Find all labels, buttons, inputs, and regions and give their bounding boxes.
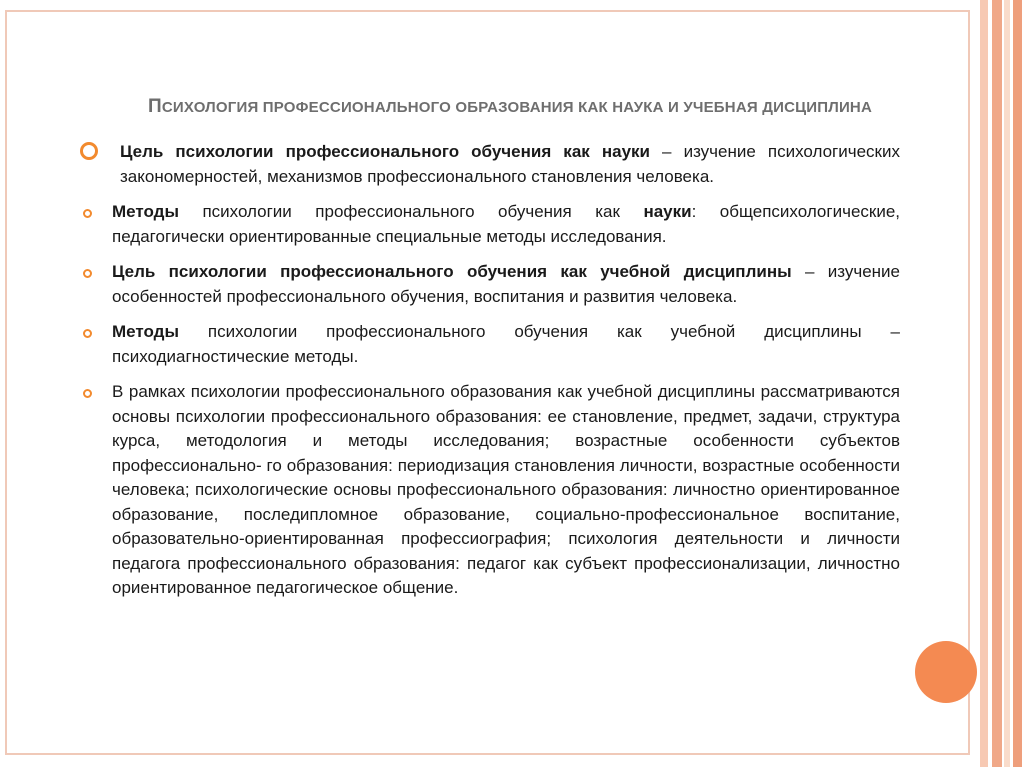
bullet-text: – изучение особенностей профессионального обучения, воспитания и развития человека. bbox=[112, 262, 900, 306]
stripe bbox=[980, 0, 988, 767]
bullet-marker-icon bbox=[83, 329, 92, 338]
slide-title bbox=[120, 96, 900, 118]
bullet-item bbox=[80, 140, 900, 189]
bullet-text: – изучение психологических закономерностей, механизмов профессионального становления человека. bbox=[120, 142, 900, 186]
bullet-bold-text: науки bbox=[643, 202, 692, 221]
title-text: СИХОЛОГИЯ ПРОФЕССИОНАЛЬНОГО ОБРАЗОВАНИЯ КАК НАУКА И УЧЕБНАЯ ДИСЦИПЛИНА bbox=[161, 99, 872, 116]
bullet-marker-icon bbox=[83, 209, 92, 218]
bullet-bold-text: Методы bbox=[112, 322, 179, 341]
bullet-item bbox=[80, 260, 900, 309]
bullet-text: В рамках психологии профессионального образования как учебной дисциплины рассматриваются основы психологии профессионального образования: ее становление, предмет, задачи, структура курса, методология и методы исследования; возрастные особенности субъектов профессионально- го образования: периодизация становления личности, возрастные особенности человека; психологические основы профессионального образования: личностно ориентированное образование, последипломное образование, социально-профессиональное воспитание, образовательно-ориентированная профессиография; психология деятельности и личности педагога профессионального образования: педагог как субъект профессионализации, личностно ориентированное педагогическое общение. bbox=[112, 382, 900, 597]
bullet-marker-icon bbox=[83, 269, 92, 278]
bullet-bold-text: Методы bbox=[112, 202, 179, 221]
title-initial: П bbox=[148, 96, 162, 117]
bullet-bold-text: Цель психологии профессионального обучения как учебной дисциплины bbox=[112, 262, 792, 281]
stripe bbox=[1013, 0, 1022, 767]
stripe bbox=[1004, 0, 1010, 767]
bullet-list bbox=[80, 140, 900, 612]
bullet-text: психологии профессионального обучения как bbox=[178, 202, 644, 221]
decorative-circle bbox=[915, 641, 977, 703]
bullet-text: : общепсихологические, педагогически ориентированные специальные методы исследования. bbox=[112, 202, 901, 246]
stripe bbox=[992, 0, 1002, 767]
bullet-bold-text: Цель психологии профессионального обучения как науки bbox=[120, 142, 650, 161]
bullet-marker-icon bbox=[83, 389, 92, 398]
bullet-marker-icon bbox=[80, 142, 98, 160]
decorative-stripes bbox=[980, 0, 1024, 767]
bullet-text: психологии профессионального обучения как учебной дисциплины – психодиагностические методы. bbox=[112, 322, 900, 366]
bullet-item bbox=[80, 320, 900, 369]
bullet-item bbox=[80, 200, 900, 249]
bullet-item bbox=[80, 380, 900, 601]
